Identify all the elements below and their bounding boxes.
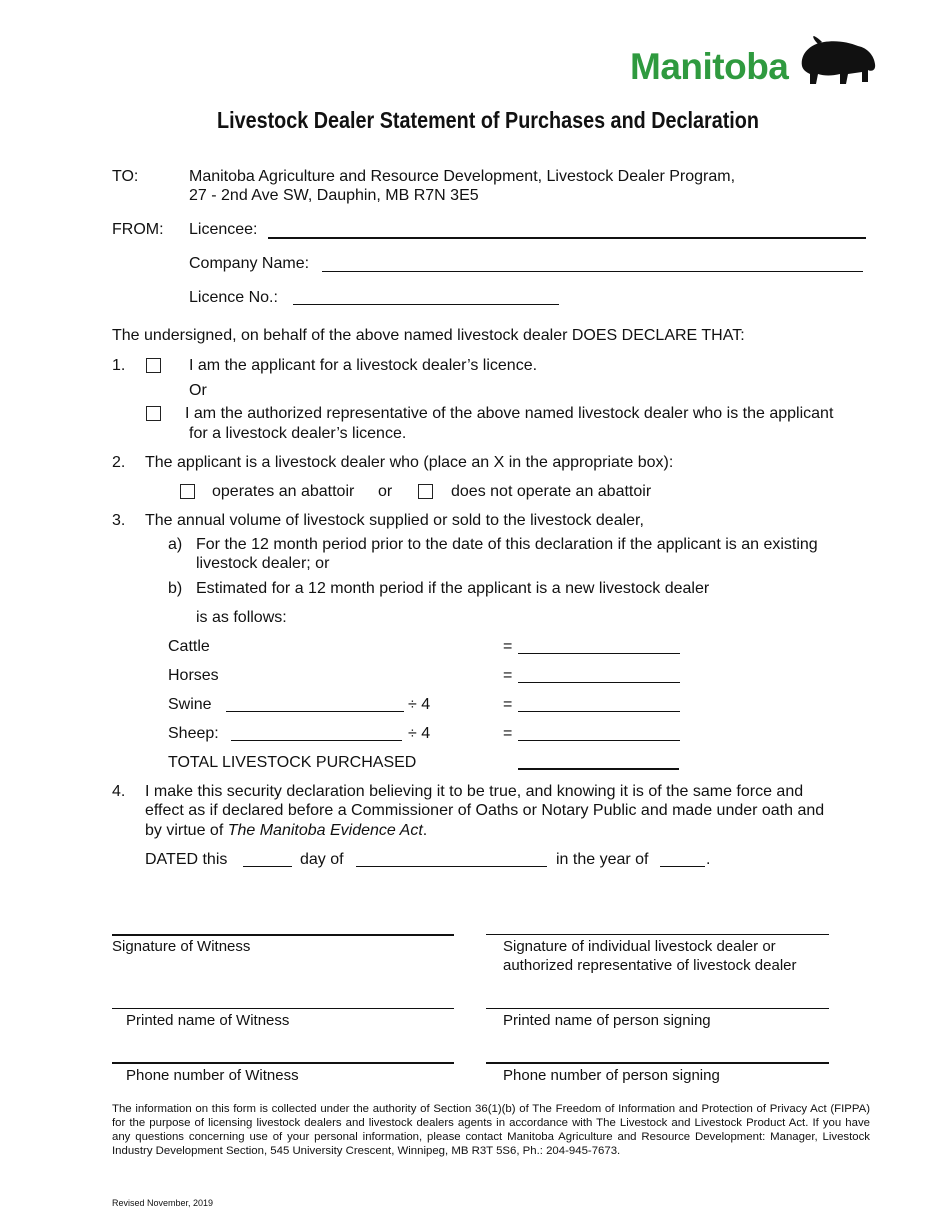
swine-equals: = [503, 696, 513, 713]
swine-count-field[interactable] [226, 711, 404, 712]
total-livestock-label: TOTAL LIVESTOCK PURCHASED [168, 754, 417, 771]
day-of-label: day of [300, 851, 344, 868]
swine-total-field[interactable] [518, 711, 680, 712]
sheep-total-field[interactable] [518, 740, 680, 741]
witness-phone-label: Phone number of Witness [126, 1067, 299, 1084]
no-abattoir-checkbox[interactable] [418, 484, 433, 499]
dealer-signature-line[interactable] [486, 934, 829, 935]
item4-line3-prefix: by virtue of [145, 822, 228, 839]
item2-number: 2. [112, 454, 126, 471]
item2-or: or [378, 483, 393, 500]
dated-this-label: DATED this [145, 851, 228, 868]
total-livestock-field[interactable] [518, 768, 679, 770]
item3-b-line2: is as follows: [196, 609, 287, 626]
witness-phone-line[interactable] [112, 1062, 454, 1064]
licencee-label: Licencee: [189, 221, 258, 238]
sheep-divisor: ÷ 4 [408, 725, 431, 742]
company-name-label: Company Name: [189, 255, 310, 272]
company-name-field[interactable] [322, 271, 863, 272]
dealer-signature-label-line2: authorized representative of livestock dealer [503, 957, 797, 974]
privacy-notice: The information on this form is collected under the authority of Section 36(1)(b) of The Freedom of Information and Protection of Privacy Act (FIPPA) for the purpose of licensing livestock dealers and livestock dealers agents in accordance with The Livestock and Livestock Product Act. If you have any questions concerning use of your personal information, please contact Manitoba Agriculture and Resource Development: Manager, Livestock Industry Development Section, 545 University Crescent, Winnipeg, MB R3T 5S6, Ph.: 204-945-7673. [112, 1103, 870, 1157]
signer-phone-line[interactable] [486, 1062, 829, 1064]
witness-signature-line[interactable] [112, 934, 454, 936]
horses-equals: = [503, 667, 513, 684]
item1-number: 1. [112, 357, 126, 374]
year-field[interactable] [660, 866, 705, 867]
item4-line3 [145, 822, 427, 840]
horses-label: Horses [168, 667, 219, 684]
page-title: Livestock Dealer Statement of Purchases and Declaration [217, 107, 759, 133]
dealer-signature-label-line1: Signature of individual livestock dealer or [503, 938, 776, 955]
item1-option-b-line1: I am the authorized representative of the above named livestock dealer who is the applicant [185, 405, 834, 422]
operates-abattoir-checkbox[interactable] [180, 484, 195, 499]
item4-number: 4. [112, 783, 126, 800]
licencee-field[interactable] [268, 237, 866, 239]
item3-a-line1: For the 12 month period prior to the date of this declaration if the applicant is an existing [196, 536, 818, 553]
operates-abattoir-label: operates an abattoir [212, 483, 355, 500]
to-label: TO: [112, 168, 139, 185]
item4-line3-suffix: . [422, 822, 428, 839]
cattle-label: Cattle [168, 638, 210, 655]
from-label: FROM: [112, 221, 164, 238]
witness-name-label: Printed name of Witness [126, 1012, 290, 1029]
licence-no-field[interactable] [293, 304, 559, 305]
sheep-equals: = [503, 725, 513, 742]
witness-name-line[interactable] [112, 1008, 454, 1009]
swine-label: Swine [168, 696, 212, 713]
in-year-of-label: in the year of [556, 851, 649, 868]
item3-number: 3. [112, 512, 126, 529]
month-field[interactable] [356, 866, 547, 867]
item3-a-line2: livestock dealer; or [196, 555, 330, 572]
licence-no-label: Licence No.: [189, 289, 278, 306]
item3-b-label: b) [168, 580, 183, 597]
signer-phone-label: Phone number of person signing [503, 1067, 720, 1084]
revised-date: Revised November, 2019 [112, 1198, 214, 1208]
to-address-line1: Manitoba Agriculture and Resource Development, Livestock Dealer Program, [189, 168, 736, 185]
signer-name-line[interactable] [486, 1008, 829, 1009]
item3-a-label: a) [168, 536, 183, 553]
item1-option-b-line2: for a livestock dealer’s licence. [189, 425, 407, 442]
dated-period: . [706, 851, 711, 868]
applicant-checkbox[interactable] [146, 358, 161, 373]
item1-or: Or [189, 382, 207, 399]
item4-line2: effect as if declared before a Commissioner of Oaths or Notary Public and made under oath and [145, 802, 825, 819]
witness-signature-label: Signature of Witness [112, 938, 251, 955]
swine-divisor: ÷ 4 [408, 696, 431, 713]
to-address-line2: 27 - 2nd Ave SW, Dauphin, MB R7N 3E5 [189, 187, 479, 204]
sheep-label: Sheep: [168, 725, 219, 742]
evidence-act-title: The Manitoba Evidence Act [227, 822, 423, 839]
item1-option-a: I am the applicant for a livestock dealer’s licence. [189, 357, 538, 374]
cattle-equals: = [503, 638, 513, 655]
no-abattoir-label: does not operate an abattoir [451, 483, 652, 500]
item3-b-line1: Estimated for a 12 month period if the applicant is a new livestock dealer [196, 580, 710, 597]
representative-checkbox[interactable] [146, 406, 161, 421]
declare-intro: The undersigned, on behalf of the above named livestock dealer DOES DECLARE THAT: [112, 327, 745, 344]
item2-text: The applicant is a livestock dealer who (place an X in the appropriate box): [145, 454, 674, 471]
item4-line1: I make this security declaration believing it to be true, and knowing it is of the same force and [145, 783, 804, 800]
horses-total-field[interactable] [518, 682, 680, 683]
bison-icon [796, 36, 878, 88]
sheep-count-field[interactable] [231, 740, 402, 741]
signer-name-label: Printed name of person signing [503, 1012, 711, 1029]
manitoba-logo-text: Manitoba [630, 46, 789, 87]
cattle-total-field[interactable] [518, 653, 680, 654]
day-field[interactable] [243, 866, 292, 867]
item3-text: The annual volume of livestock supplied or sold to the livestock dealer, [145, 512, 644, 529]
